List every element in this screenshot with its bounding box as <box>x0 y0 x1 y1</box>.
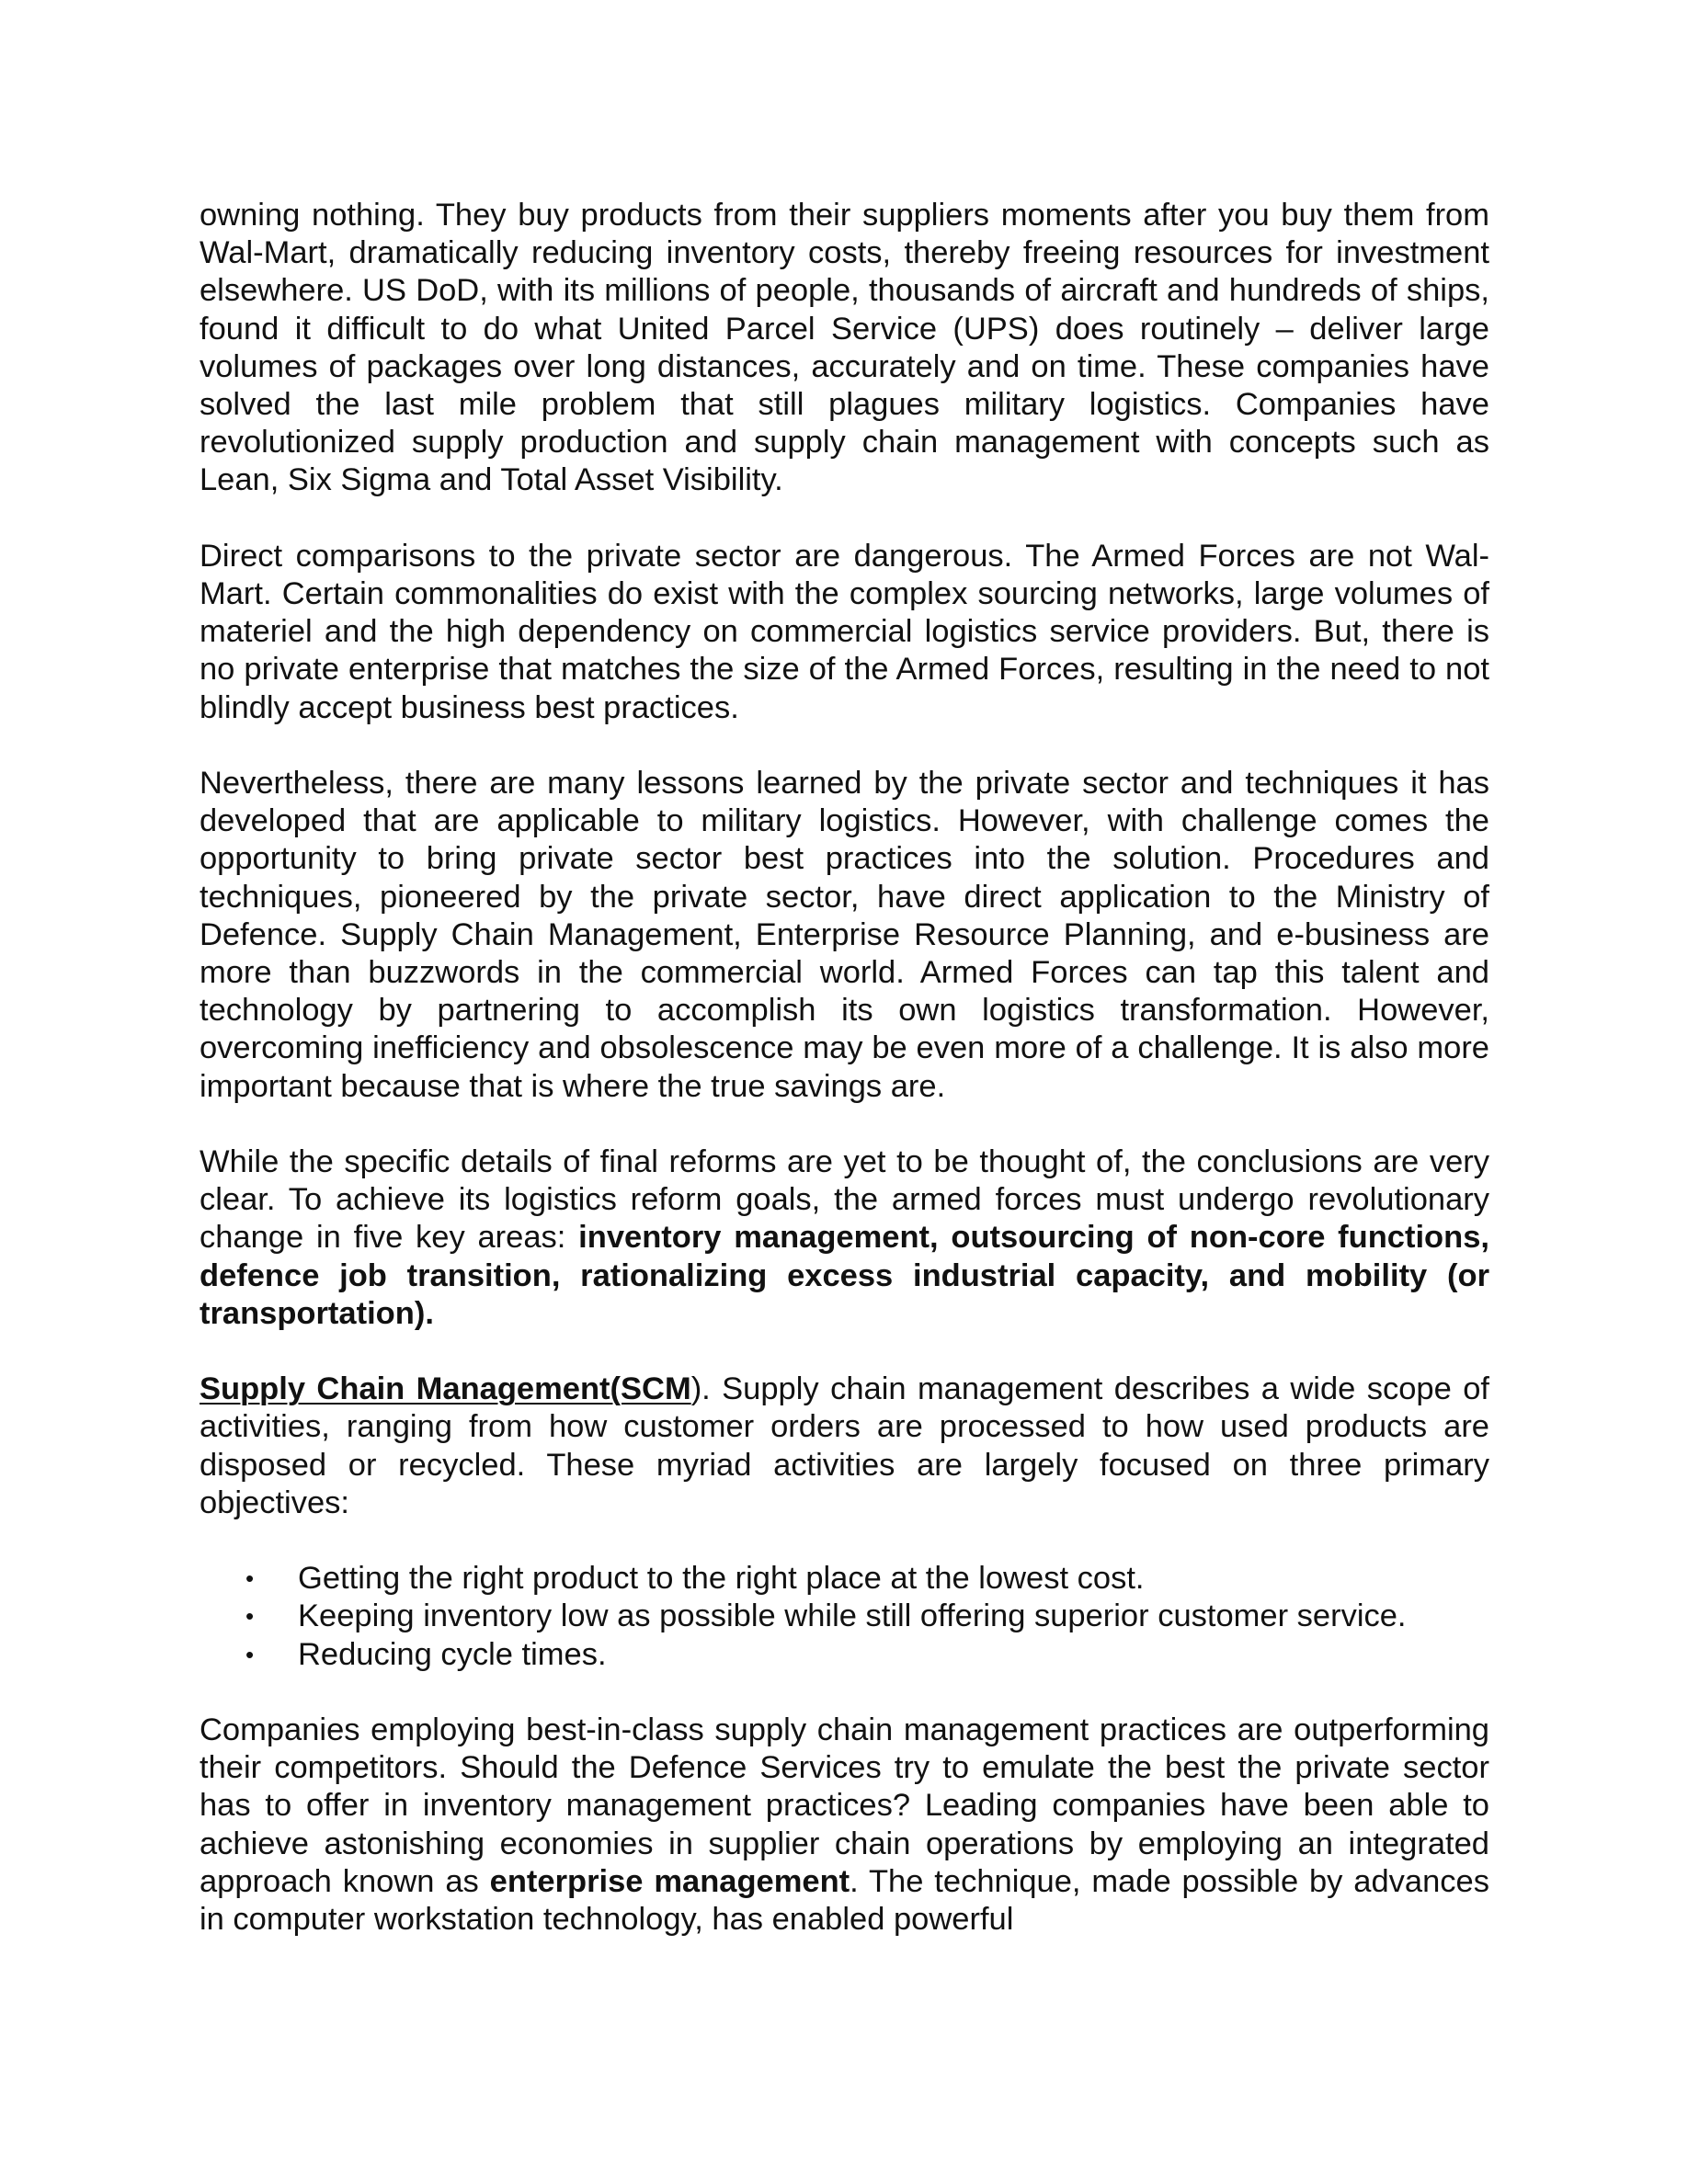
bullet-icon: • <box>245 1640 255 1668</box>
paragraph-enterprise-management <box>200 1712 1489 1939</box>
enterprise-trailing-text: . The technique, made possible by advances in computer workstation technology, has enabled powerful <box>200 1863 1489 1938</box>
list-item <box>200 1560 1489 1598</box>
list-item-text: Reducing cycle times. <box>298 1636 607 1672</box>
paragraph-direct-comparisons: Direct comparisons to the private sector are dangerous. The Armed Forces are not Wal-Mart. Certain commonalities do exist with the complex sourcing networks, large volumes of materiel and the high dependency on commercial logistics service providers. But, there is no private enterprise that matches the size of the Armed Forces, resulting in the need to not blindly accept business best practices. <box>200 538 1489 725</box>
enterprise-intro-text: Companies employing best-in-class supply chain management practices are outperforming their competitors. Should the Defence Services try to emulate the best the private sector has to offer in inventory management practices? Leading companies have been able to achieve astonishing economies in supplier chain operations by employing an integrated approach known as <box>200 1712 1489 1899</box>
paragraph-reform-areas <box>200 1143 1489 1333</box>
scm-description: ). Supply chain management describes a wide scope of activities, ranging from how customer orders are processed to how used products are disposed or recycled. These myriad activities are largely focused on three primary objectives: <box>200 1371 1489 1520</box>
bullet-icon: • <box>245 1602 255 1631</box>
list-item-text: Getting the right product to the right place at the lowest cost. <box>298 1561 1145 1597</box>
reform-intro-text: While the specific details of final reforms are yet to be thought of, the conclusions are very clear. To achieve its logistics reform goals, the armed forces must undergo revolutionary change in five key areas: <box>200 1144 1489 1256</box>
enterprise-management-term: enterprise management <box>489 1863 850 1899</box>
paragraph-wal-mart-ups: owning nothing. They buy products from their suppliers moments after you buy them from Wal-Mart, dramatically reducing inventory costs, thereby freeing resources for investment elsewhere. US DoD, with its millions of people, thousands of aircraft and hundreds of ships, found it difficult to do what United Parcel Service (UPS) does routinely – deliver large volumes of packages over long distances, accurately and on time. These companies have solved the last mile problem that still plagues military logistics. Companies have revolutionized supply production and supply chain management with concepts such as Lean, Six Sigma and Total Asset Visibility. <box>200 198 1489 498</box>
reform-key-areas: inventory management, outsourcing of non-core functions, defence job transition, rationalizing excess industrial capacity, and mobility (or transportation). <box>200 1220 1489 1331</box>
objectives-list <box>200 1560 1489 1674</box>
paragraph-lessons-learned: Nevertheless, there are many lessons learned by the private sector and techniques it has developed that are applicable to military logistics. However, with challenge comes the opportunity to bring private sector best practices into the solution. Procedures and techniques, pioneered by the private sector, have direct application to the Ministry of Defence. Supply Chain Management, Enterprise Resource Planning, and e-business are more than buzzwords in the commercial world. Armed Forces can tap this talent and technology by partnering to accomplish its own logistics transformation. However, overcoming inefficiency and obsolescence may be even more of a challenge. It is also more important because that is where the true savings are. <box>200 766 1489 1104</box>
document-page <box>200 197 1489 1939</box>
bullet-icon: • <box>245 1564 255 1593</box>
list-item <box>200 1598 1489 1635</box>
scm-heading: Supply Chain Management(SCM <box>200 1371 691 1407</box>
paragraph-scm <box>200 1371 1489 1522</box>
list-item-text: Keeping inventory low as possible while still offering superior customer service. <box>298 1598 1407 1634</box>
list-item <box>200 1636 1489 1674</box>
